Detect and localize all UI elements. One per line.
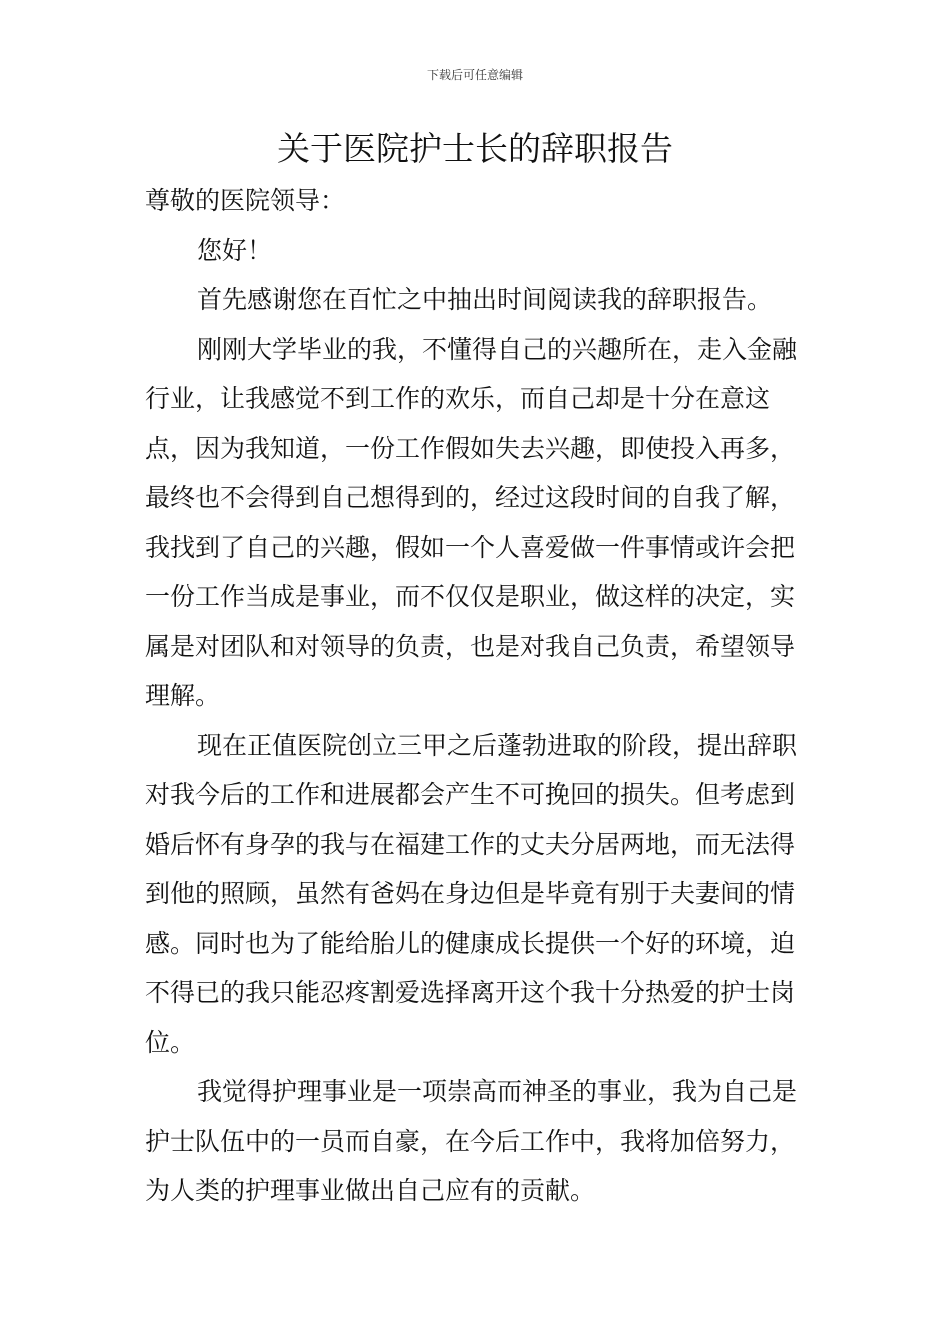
paragraph: 首先感谢您在百忙之中抽出时间阅读我的辞职报告。	[197, 285, 773, 314]
salutation: 尊敬的医院领导：	[145, 186, 346, 215]
header-note: 下载后可任意编辑	[426, 68, 523, 82]
greeting: 您好！	[197, 235, 273, 265]
paragraph: 现在正值医院创立三甲之后蓬勃进取的阶段，提出辞职对我今后的工作和进展都会产生不可挽回的损失。但考虑到婚后怀有身孕的我与在福建工作的丈夫分居两地，而无法得到他的照顾，虽然有爸妈在身边但是毕竟有别于夫妻间的情感。同时也为了能给胎儿的健康成长提供一个好的环境，迫不得已的我只能忍疼割爱选择离开这个我十分热爱的护士岗位。	[145, 730, 798, 1057]
paragraph: 我觉得护理事业是一项崇高而神圣的事业，我为自己是护士队伍中的一员而自豪，在今后工作中，我将加倍努力，为人类的护理事业做出自己应有的贡献。	[145, 1077, 798, 1205]
document-title: 关于医院护士长的辞职报告	[277, 129, 673, 168]
letter-body	[145, 176, 807, 1216]
paragraph: 刚刚大学毕业的我，不懂得自己的兴趣所在，走入金融行业，让我感觉不到工作的欢乐，而自己却是十分在意这点，因为我知道，一份工作假如失去兴趣，即使投入再多，最终也不会得到自己想得到的，经过这段时间的自我了解，我找到了自己的兴趣，假如一个人喜爱做一件事情或许会把一份工作当成是事业，而不仅仅是职业，做这样的决定，实属是对团队和对领导的负责，也是对我自己负责，希望领导理解。	[145, 334, 798, 710]
